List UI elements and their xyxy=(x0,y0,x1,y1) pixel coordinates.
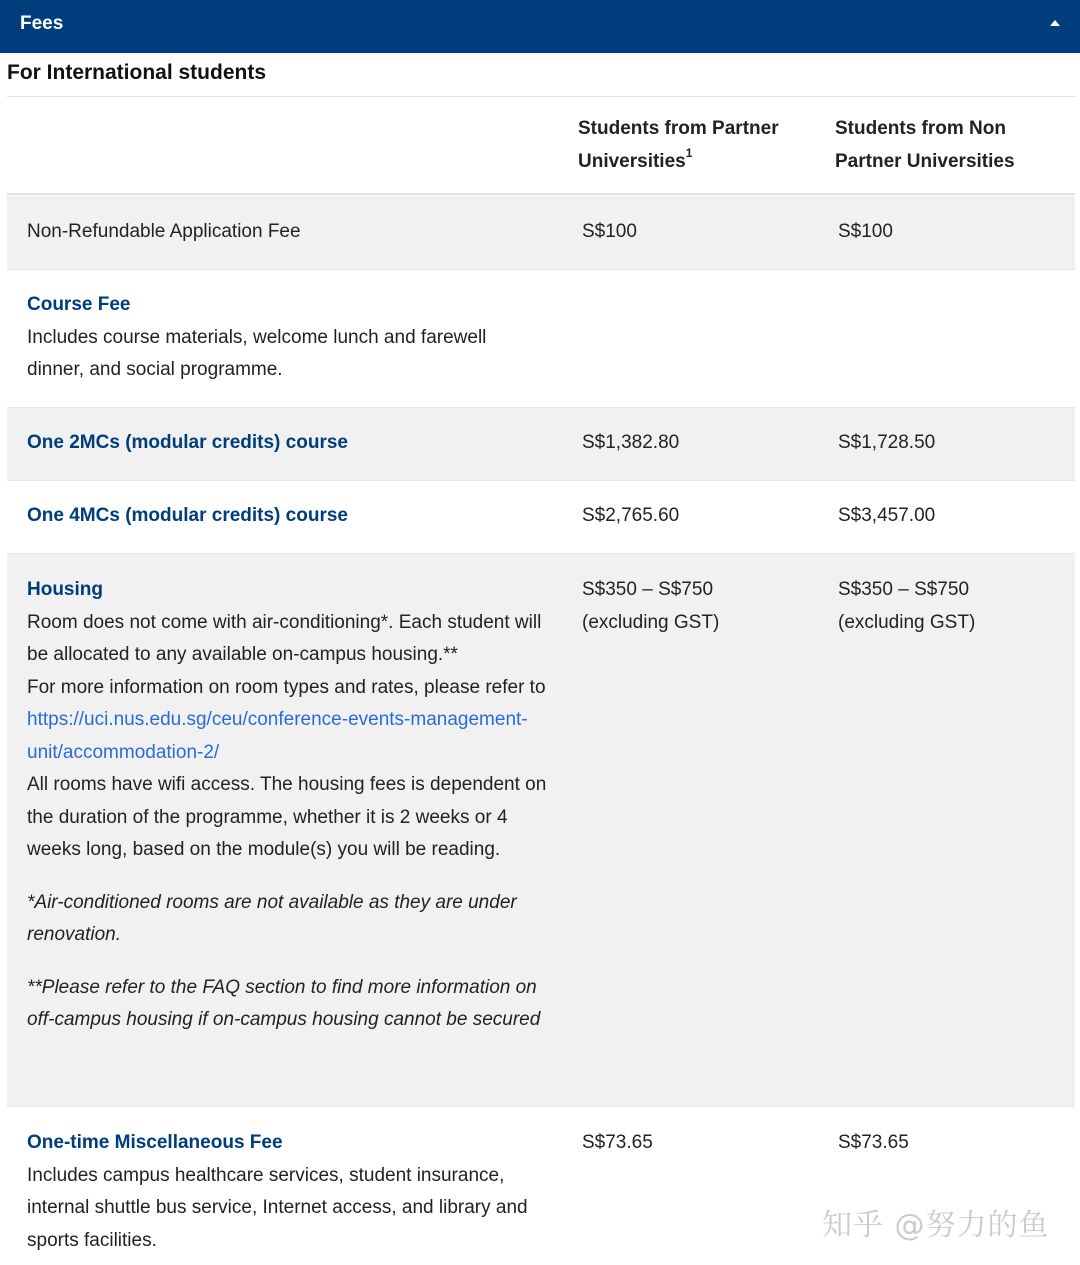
column-header-partner-label: Students from Partner Universities xyxy=(578,118,779,172)
housing-label: Housing xyxy=(27,579,103,600)
course-4mc-label xyxy=(27,500,552,533)
course-2mc-label xyxy=(27,427,552,460)
housing-description-3: All rooms have wifi access. The housing fees is dependent on the duration of the programme, whether it is 2 weeks or 4 weeks long, based on the module(s) you will be reading. xyxy=(27,774,547,860)
housing-partner-price: S$350 – S$750 xyxy=(582,579,714,600)
course-4mc-label-text: One 4MCs (modular credits) course xyxy=(27,505,348,526)
column-header-partner xyxy=(578,113,808,178)
misc-fee-description: Includes campus healthcare services, student insurance, internal shuttle bus service, Internet access, and library and sports facilities. xyxy=(27,1164,528,1251)
housing-partner xyxy=(582,574,822,639)
watermark: 知乎 @努力的鱼 xyxy=(822,1208,1050,1243)
housing-description-2 xyxy=(27,672,547,770)
housing-non-partner-price: S$350 – S$750 xyxy=(838,579,970,600)
housing-note-aircon: *Air-conditioned rooms are not available as they are under renovation. xyxy=(27,891,517,945)
section-title: For International students xyxy=(7,61,267,84)
misc-fee-partner: S$73.65 xyxy=(582,1132,653,1153)
course-4mc-non-partner: S$3,457.00 xyxy=(838,505,936,526)
housing-description-1: Room does not come with air-conditioning*. Each student will be allocated to any available on-campus housing.** xyxy=(27,611,542,665)
caret-up-icon[interactable] xyxy=(1050,20,1060,26)
column-header-non-partner-label: Students from Non Partner Universities xyxy=(835,118,1015,172)
course-2mc-non-partner: S$1,728.50 xyxy=(838,432,936,453)
housing-non-partner xyxy=(838,574,1068,639)
table-row xyxy=(7,196,1075,270)
housing-non-partner-note: (excluding GST) xyxy=(838,611,976,633)
housing-note-faq: **Please refer to the FAQ section to find more information on off-campus housing if on-campus housing cannot be secured xyxy=(27,976,541,1030)
misc-fee-label: One-time Miscellaneous Fee xyxy=(27,1132,283,1153)
course-fee-description: Includes course materials, welcome lunch and farewell dinner, and social programme. xyxy=(27,326,487,380)
table-row xyxy=(7,270,1075,408)
course-fee-cell xyxy=(27,289,552,387)
housing-refer-text: For more information on room types and rates, please refer to xyxy=(27,676,546,698)
housing-cell xyxy=(27,574,547,1037)
application-fee-label: Non-Refundable Application Fee xyxy=(27,221,301,242)
column-header-non-partner xyxy=(835,113,1060,178)
housing-partner-note: (excluding GST) xyxy=(582,611,720,633)
course-2mc-partner: S$1,382.80 xyxy=(582,432,680,453)
footnote-marker: 1 xyxy=(685,146,693,161)
fees-accordion-header[interactable] xyxy=(0,0,1080,53)
application-fee-non-partner: S$100 xyxy=(838,221,893,242)
application-fee-partner: S$100 xyxy=(582,221,637,242)
course-fee-label: Course Fee xyxy=(27,294,131,315)
accordion-title: Fees xyxy=(20,13,64,34)
misc-fee-non-partner: S$73.65 xyxy=(838,1132,909,1153)
table-row xyxy=(7,408,1075,481)
table-row xyxy=(7,554,1075,1107)
table-row xyxy=(7,481,1075,554)
misc-fee-cell xyxy=(27,1127,537,1257)
course-2mc-label-text: One 2MCs (modular credits) course xyxy=(27,432,348,453)
accommodation-link[interactable]: https://uci.nus.edu.sg/ceu/conference-events-management-unit/accommodation-2/ xyxy=(27,709,528,763)
table-header-row xyxy=(7,97,1075,195)
course-4mc-partner: S$2,765.60 xyxy=(582,505,680,526)
